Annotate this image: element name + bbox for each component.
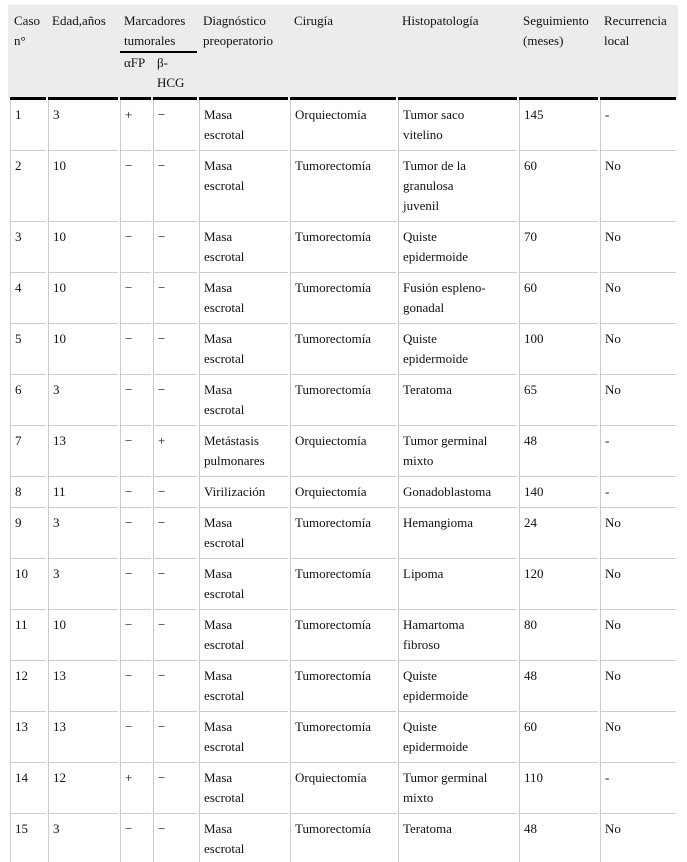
cell-cirugia: Tumorectomía — [290, 507, 396, 558]
cell-diagnostico: Masa escrotal — [199, 762, 288, 813]
cell-recurrencia: No — [600, 813, 676, 862]
col-header-recurrencia: Recurrencia local — [600, 5, 676, 100]
cell-afp: − — [120, 150, 151, 221]
cell-bhcg: − — [153, 558, 197, 609]
cell-edad: 10 — [48, 609, 118, 660]
cell-histopatologia: Teratoma — [398, 813, 517, 862]
cell-afp: − — [120, 221, 151, 272]
cell-edad: 11 — [48, 476, 118, 507]
col-header-afp: αFP — [120, 53, 151, 100]
cell-caso: 9 — [10, 507, 46, 558]
cell-cirugia: Tumorectomía — [290, 323, 396, 374]
table-row — [10, 609, 676, 660]
col-header-diagnostico: Diagnóstico preoperatorio — [199, 5, 288, 100]
cell-afp: − — [120, 507, 151, 558]
cell-diagnostico: Masa escrotal — [199, 711, 288, 762]
cell-bhcg: − — [153, 762, 197, 813]
header-row-main — [10, 5, 676, 53]
col-header-bhcg: β-HCG — [153, 53, 197, 100]
cell-seguimiento: 60 — [519, 150, 598, 221]
table-row — [10, 762, 676, 813]
cell-diagnostico: Masa escrotal — [199, 558, 288, 609]
cell-afp: + — [120, 762, 151, 813]
cell-histopatologia: Quiste epidermoide — [398, 323, 517, 374]
col-header-seguimiento: Seguimiento (meses) — [519, 5, 598, 100]
cell-edad: 3 — [48, 374, 118, 425]
cell-afp: − — [120, 272, 151, 323]
cell-cirugia: Tumorectomía — [290, 374, 396, 425]
cell-afp: − — [120, 374, 151, 425]
cell-seguimiento: 80 — [519, 609, 598, 660]
cell-recurrencia: No — [600, 660, 676, 711]
table-row — [10, 507, 676, 558]
table-header — [10, 5, 676, 100]
table-row — [10, 272, 676, 323]
cell-histopatologia: Quiste epidermoide — [398, 660, 517, 711]
table-row — [10, 150, 676, 221]
cell-cirugia: Tumorectomía — [290, 272, 396, 323]
cell-diagnostico: Virilización — [199, 476, 288, 507]
cell-caso: 10 — [10, 558, 46, 609]
table-row — [10, 558, 676, 609]
cell-afp: + — [120, 100, 151, 150]
cell-cirugia: Tumorectomía — [290, 150, 396, 221]
cell-caso: 3 — [10, 221, 46, 272]
table-row — [10, 660, 676, 711]
cell-diagnostico: Masa escrotal — [199, 374, 288, 425]
col-header-cirugia: Cirugía — [290, 5, 396, 100]
cell-caso: 4 — [10, 272, 46, 323]
cell-cirugia: Tumorectomía — [290, 711, 396, 762]
cell-bhcg: − — [153, 711, 197, 762]
cell-seguimiento: 145 — [519, 100, 598, 150]
cell-afp: − — [120, 323, 151, 374]
cell-edad: 10 — [48, 272, 118, 323]
table-body — [10, 100, 676, 862]
cell-histopatologia: Tumor de la granulosa juvenil — [398, 150, 517, 221]
cell-bhcg: − — [153, 150, 197, 221]
cell-histopatologia: Quiste epidermoide — [398, 711, 517, 762]
cell-caso: 12 — [10, 660, 46, 711]
cell-diagnostico: Masa escrotal — [199, 660, 288, 711]
cell-seguimiento: 120 — [519, 558, 598, 609]
cell-recurrencia: No — [600, 272, 676, 323]
cell-recurrencia: No — [600, 609, 676, 660]
cell-cirugia: Orquiectomía — [290, 762, 396, 813]
cell-afp: − — [120, 813, 151, 862]
cell-histopatologia: Hamartoma fibroso — [398, 609, 517, 660]
cell-recurrencia: No — [600, 221, 676, 272]
cell-diagnostico: Masa escrotal — [199, 323, 288, 374]
cell-diagnostico: Metástasis pulmonares — [199, 425, 288, 476]
cell-caso: 11 — [10, 609, 46, 660]
cell-afp: − — [120, 609, 151, 660]
cell-afp: − — [120, 476, 151, 507]
cell-bhcg: − — [153, 221, 197, 272]
cell-histopatologia: Lipoma — [398, 558, 517, 609]
cell-edad: 10 — [48, 150, 118, 221]
cell-histopatologia: Tumor germinal mixto — [398, 762, 517, 813]
cell-edad: 3 — [48, 813, 118, 862]
table-row — [10, 323, 676, 374]
cell-cirugia: Tumorectomía — [290, 609, 396, 660]
cell-caso: 2 — [10, 150, 46, 221]
cell-caso: 6 — [10, 374, 46, 425]
cell-bhcg: − — [153, 374, 197, 425]
cell-bhcg: − — [153, 609, 197, 660]
cell-bhcg: − — [153, 100, 197, 150]
case-table — [8, 5, 678, 862]
cell-bhcg: − — [153, 323, 197, 374]
table-row — [10, 374, 676, 425]
cell-seguimiento: 70 — [519, 221, 598, 272]
cell-bhcg: − — [153, 272, 197, 323]
col-header-histopatologia: Histopatología — [398, 5, 517, 100]
table-row — [10, 711, 676, 762]
col-header-caso: Caso n° — [10, 5, 46, 100]
cell-edad: 13 — [48, 711, 118, 762]
cell-histopatologia: Fusión espleno-gonadal — [398, 272, 517, 323]
cell-recurrencia: No — [600, 711, 676, 762]
table-row — [10, 813, 676, 862]
cell-afp: − — [120, 558, 151, 609]
table-row — [10, 425, 676, 476]
cell-diagnostico: Masa escrotal — [199, 813, 288, 862]
cell-cirugia: Orquiectomía — [290, 100, 396, 150]
cell-caso: 8 — [10, 476, 46, 507]
cell-edad: 10 — [48, 323, 118, 374]
col-header-marcadores-tumorales: Marcadores tumorales — [120, 5, 197, 53]
cell-recurrencia: - — [600, 425, 676, 476]
cell-diagnostico: Masa escrotal — [199, 272, 288, 323]
cell-recurrencia: - — [600, 476, 676, 507]
cell-cirugia: Tumorectomía — [290, 660, 396, 711]
cell-edad: 12 — [48, 762, 118, 813]
cell-recurrencia: - — [600, 762, 676, 813]
cell-afp: − — [120, 711, 151, 762]
cell-histopatologia: Tumor saco vitelino — [398, 100, 517, 150]
cell-caso: 7 — [10, 425, 46, 476]
cell-cirugia: Tumorectomía — [290, 813, 396, 862]
cell-cirugia: Orquiectomía — [290, 476, 396, 507]
table-row — [10, 221, 676, 272]
cell-recurrencia: - — [600, 100, 676, 150]
cell-histopatologia: Tumor germinal mixto — [398, 425, 517, 476]
cell-caso: 13 — [10, 711, 46, 762]
table-row — [10, 476, 676, 507]
cell-histopatologia: Quiste epidermoide — [398, 221, 517, 272]
cell-bhcg: − — [153, 507, 197, 558]
cell-diagnostico: Masa escrotal — [199, 100, 288, 150]
cell-diagnostico: Masa escrotal — [199, 150, 288, 221]
col-header-edad: Edad,años — [48, 5, 118, 100]
cell-edad: 3 — [48, 558, 118, 609]
cell-bhcg: − — [153, 476, 197, 507]
cell-diagnostico: Masa escrotal — [199, 507, 288, 558]
cell-edad: 3 — [48, 100, 118, 150]
cell-seguimiento: 140 — [519, 476, 598, 507]
cell-seguimiento: 110 — [519, 762, 598, 813]
cell-diagnostico: Masa escrotal — [199, 221, 288, 272]
cell-afp: − — [120, 660, 151, 711]
cell-seguimiento: 48 — [519, 660, 598, 711]
cell-seguimiento: 65 — [519, 374, 598, 425]
cell-histopatologia: Teratoma — [398, 374, 517, 425]
cell-afp: − — [120, 425, 151, 476]
cell-edad: 13 — [48, 660, 118, 711]
cell-recurrencia: No — [600, 323, 676, 374]
cell-bhcg: + — [153, 425, 197, 476]
cell-edad: 13 — [48, 425, 118, 476]
cell-bhcg: − — [153, 660, 197, 711]
cell-caso: 15 — [10, 813, 46, 862]
cell-histopatologia: Gonadoblastoma — [398, 476, 517, 507]
cell-seguimiento: 48 — [519, 425, 598, 476]
cell-seguimiento: 24 — [519, 507, 598, 558]
cell-recurrencia: No — [600, 507, 676, 558]
cell-recurrencia: No — [600, 558, 676, 609]
cell-caso: 5 — [10, 323, 46, 374]
cell-caso: 14 — [10, 762, 46, 813]
cell-cirugia: Tumorectomía — [290, 221, 396, 272]
cell-edad: 3 — [48, 507, 118, 558]
cell-seguimiento: 60 — [519, 272, 598, 323]
table-row — [10, 100, 676, 150]
cell-cirugia: Tumorectomía — [290, 558, 396, 609]
cell-seguimiento: 48 — [519, 813, 598, 862]
cell-edad: 10 — [48, 221, 118, 272]
cell-histopatologia: Hemangioma — [398, 507, 517, 558]
cell-seguimiento: 60 — [519, 711, 598, 762]
cell-diagnostico: Masa escrotal — [199, 609, 288, 660]
cell-cirugia: Orquiectomía — [290, 425, 396, 476]
cell-recurrencia: No — [600, 374, 676, 425]
cell-bhcg: − — [153, 813, 197, 862]
cell-caso: 1 — [10, 100, 46, 150]
cell-seguimiento: 100 — [519, 323, 598, 374]
cell-recurrencia: No — [600, 150, 676, 221]
